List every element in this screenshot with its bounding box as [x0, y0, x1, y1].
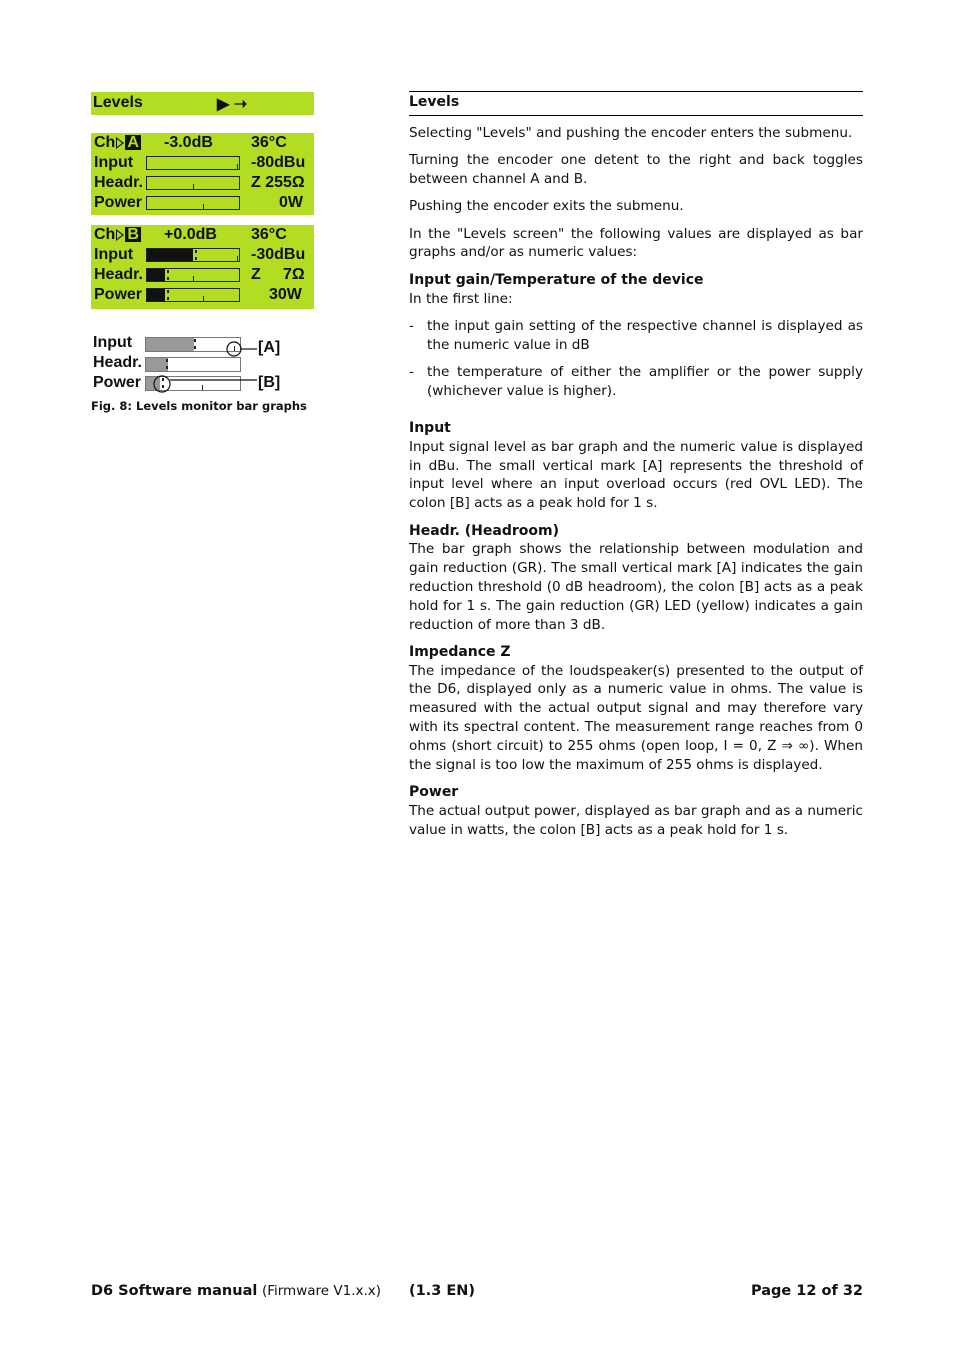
channel-a-temp: 36°C [251, 134, 287, 151]
lcd-channel-a [91, 133, 314, 215]
list-item: - the input gain setting of the respective channel is displayed as the numeric value in dB [409, 317, 863, 353]
channel-a-input-value: -80dBu [251, 154, 306, 171]
channel-a-input-bar [146, 156, 240, 170]
lcd-title-label: Levels [93, 94, 143, 111]
section-body [409, 124, 863, 848]
channel-b-letter: B [127, 226, 139, 243]
callout-b-circle [154, 376, 170, 392]
channel-a-power-row [91, 193, 314, 213]
bar-graph-legend [92, 333, 312, 395]
callout-b-label: [B] [258, 374, 281, 391]
channel-b-temp: 36°C [251, 226, 287, 243]
channel-a-letter: A [127, 134, 139, 151]
gain-lead: In the first line: [409, 290, 513, 307]
channel-a-power-bar [146, 196, 240, 210]
channel-b-input-value: -30dBu [251, 246, 306, 263]
lcd-title-arrows: ▶ ➝ [217, 96, 248, 113]
channel-b-headroom-bar [146, 268, 240, 282]
channel-b-headroom-row [91, 265, 314, 285]
channel-a-input-row [91, 153, 314, 173]
headroom-paragraph: The bar graph shows the relationship between modulation and gain reduction (GR). The small vertical mark [A] indicates the gain reduction threshold (0 dB headroom), the colon [B] acts as a peak hold for 1 s. The gain reduction (GR) LED (yellow) indicates a gain reduction of more than 3 dB. [409, 541, 863, 633]
channel-a-power-value: 0W [279, 194, 303, 211]
channel-a-headroom-label: Headr. [94, 174, 143, 191]
channel-a-header-row [91, 133, 314, 153]
channel-a-power-label: Power [94, 194, 143, 211]
headroom-heading: Headr. (Headroom) [409, 522, 559, 539]
input-paragraph: Input signal level as bar graph and the numeric value is displayed in dBu. The small vertical mark [A] represents the threshold of input level where an input overload occurs (red OVL LED). The colon [B] acts as a peak hold for 1 s. [409, 438, 863, 512]
callout-a-circle [227, 342, 241, 356]
channel-b-gain: +0.0dB [164, 226, 217, 243]
impedance-heading: Impedance Z [409, 643, 511, 660]
gain-heading: Input gain/Temperature of the device [409, 271, 704, 288]
channel-b-impedance-value: Z 7Ω [251, 266, 305, 283]
section-rule-top [409, 91, 863, 92]
footer-page: Page 12 of 32 [750, 1283, 863, 1299]
section-title: Levels [409, 94, 460, 110]
section-rule-bottom [409, 115, 863, 116]
play-arrow-icon [116, 137, 124, 149]
list-item: - the temperature of either the amplifier or the power supply (whichever value is higher). [409, 364, 863, 400]
channel-a-headroom-bar [146, 176, 240, 190]
footer-manual [91, 1283, 381, 1299]
power-paragraph: The actual output power, displayed as bar graph and as a numeric value in watts, the colon [B] acts as a peak hold for 1 s. [409, 802, 863, 838]
channel-b-headroom-label: Headr. [94, 266, 143, 283]
play-arrow-icon [116, 229, 124, 241]
legend-power-label: Power [93, 374, 142, 391]
legend-input-label: Input [93, 334, 133, 351]
channel-a-headroom-row [91, 173, 314, 193]
lcd-title-bar [91, 92, 314, 115]
footer-manual-title: D6 Software manual [91, 1283, 258, 1299]
footer-version: (1.3 EN) [409, 1283, 476, 1299]
channel-a-impedance-value: Z 255Ω [251, 174, 305, 191]
figure-caption: Fig. 8: Levels monitor bar graphs [91, 399, 307, 413]
intro-paragraph: In the "Levels screen" the following values are displayed as bar graphs and/or as numeric values: [409, 225, 863, 261]
input-heading: Input [409, 420, 451, 437]
channel-b-input-bar [146, 248, 240, 262]
impedance-paragraph: The impedance of the loudspeaker(s) presented to the output of the D6, displayed only as a numeric value in ohms. The value is measured with the actual output signal and may therefore vary with its spectral content. The measurement range reaches from 0 ohms (short circuit) to 255 ohms (open loop, I = 0, Z ⇒ ∞). When the signal is too low the maximum of 255 ohms is displayed. [409, 662, 863, 773]
channel-a-input-label: Input [94, 154, 134, 171]
channel-b-power-value: 30W [269, 286, 302, 303]
channel-b-input-row [91, 245, 314, 265]
power-heading: Power [409, 783, 459, 800]
intro-paragraph: Selecting "Levels" and pushing the encoder enters the submenu. [409, 125, 853, 141]
channel-b-power-bar [146, 288, 240, 302]
footer-firmware: (Firmware V1.x.x) [261, 1283, 382, 1299]
section-heading [409, 93, 863, 112]
callout-a-label: [A] [258, 339, 281, 356]
channel-b-power-label: Power [94, 286, 143, 303]
channel-b-power-row [91, 285, 314, 305]
channel-b-input-label: Input [94, 246, 134, 263]
intro-paragraph: Turning the encoder one detent to the right and back toggles between channel A and B. [409, 152, 863, 188]
intro-paragraph: Pushing the encoder exits the submenu. [409, 198, 684, 215]
channel-b-header-row [91, 225, 314, 245]
lcd-channel-b [91, 225, 314, 309]
channel-a-ch-label: Ch [94, 134, 116, 151]
channel-b-ch-label: Ch [94, 226, 116, 243]
channel-a-gain: -3.0dB [164, 134, 213, 151]
legend-headroom-label: Headr. [93, 354, 142, 371]
